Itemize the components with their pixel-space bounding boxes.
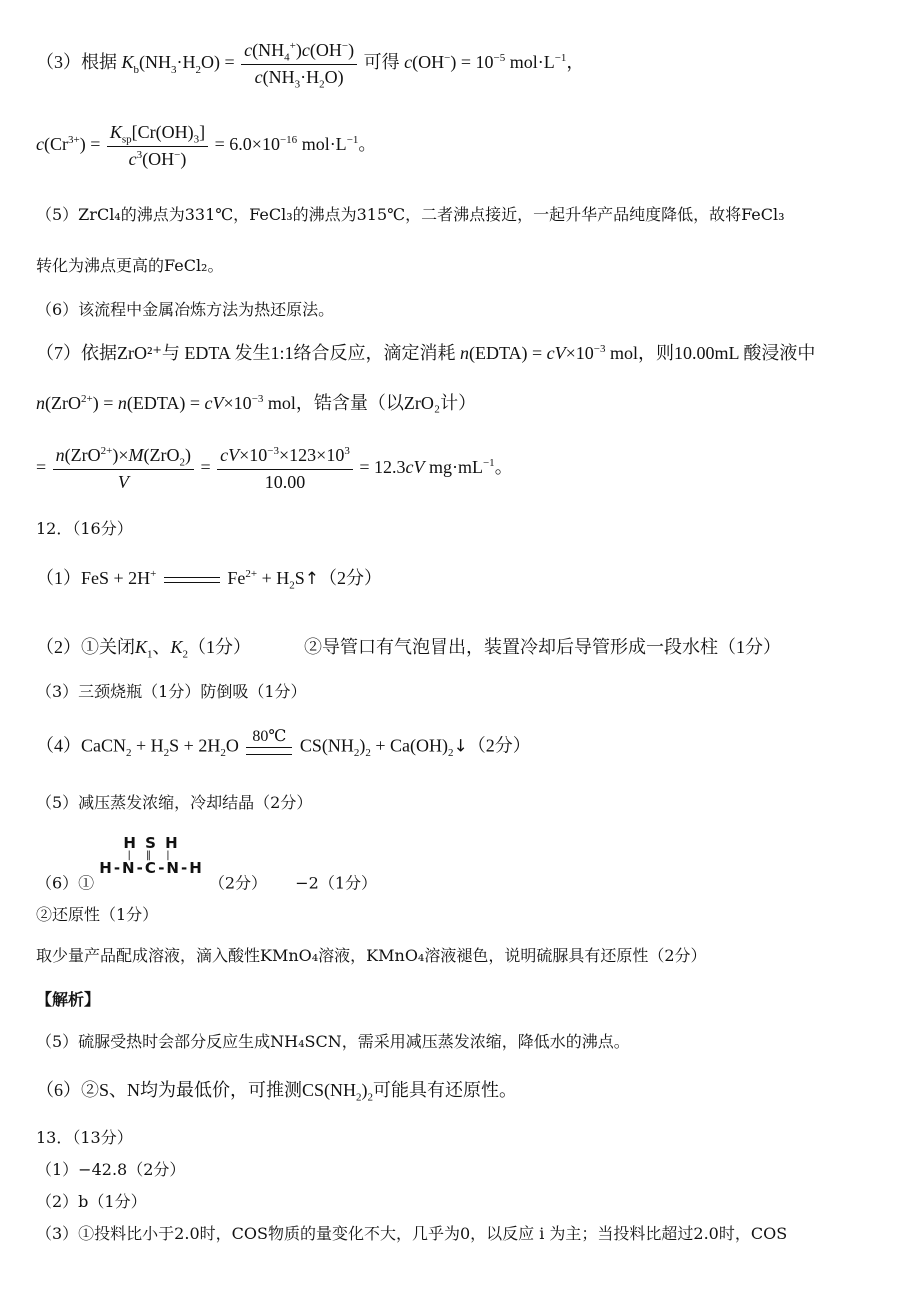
q13-p2: （2）b（1分）: [36, 1192, 147, 1211]
q11-p7-line2: n(ZrO$^{2+}$) = n(EDTA) = $cV\times 10^{-3}$ mol，锆含量（以ZrO₂计）: [36, 393, 477, 413]
q11-p3-mid: 可得: [363, 52, 400, 73]
q11-p7-end: 。: [494, 457, 513, 478]
structure-top-atoms: H S H: [123, 834, 180, 852]
q11-p7-line3: = $\frac{n(ZrO^{2+})\times M(ZrO_2)}{V}$ = $\frac{cV\times 10^{-3}\times 123\times 10^3}{10.00}$ = 12.3cV $mg\cdot mL^{-1}$。: [36, 445, 513, 492]
q11-p3-comma: ，: [566, 52, 585, 73]
kb-fraction: $\frac{c(NH_4^+)c(OH^-)}{c(NH_3\cdot H_2O)}$: [241, 40, 357, 88]
q12-p1-score: （2分）: [319, 568, 383, 588]
ksp-fraction: $\frac{K_{sp}[Cr(OH)_3]}{c^3(OH^-)}$: [107, 122, 208, 170]
q12-p4-score: （2分）: [467, 735, 531, 756]
q12-analysis-heading: 【解析】: [36, 990, 101, 1009]
q12-p6-label: （6）①: [36, 873, 95, 893]
structure-main-chain: H-N-C-N-H: [99, 859, 204, 877]
q12-p6-value: −2（1分）: [295, 873, 378, 893]
q12-p6-2: ②还原性（1分）: [36, 905, 159, 924]
zr-fraction: $\frac{n(ZrO^{2+})\times M(ZrO_2)}{V}$: [53, 445, 194, 493]
q12-header: 12．（16分）: [36, 519, 133, 538]
q11-p5-line1: （5）ZrCl₄的沸点为331℃，FeCl₃的沸点为315℃，二者沸点接近，一起升华产品纯度降低，故将FeCl₃: [36, 205, 785, 224]
q12-p6-score: （2分）: [208, 873, 268, 893]
thiourea-structure: [99, 836, 203, 876]
q12-experiment: 取少量产品配成溶液，滴入酸性KMnO₄溶液，KMnO₄溶液褪色，说明硫脲具有还原性（2分）: [36, 946, 707, 965]
q12-analysis-6-a: （6）②S、N均为最低价，可推测: [36, 1080, 303, 1100]
q12-analysis-6-b: 可能具有还原性。: [373, 1080, 518, 1100]
q12-analysis-5: （5）硫脲受热时会部分反应生成NH₄SCN，需采用减压蒸发浓缩，降低水的沸点。: [36, 1032, 630, 1051]
equals-arrow: [164, 573, 220, 587]
q11-p5-line2: 转化为沸点更高的FeCl₂。: [36, 256, 224, 275]
q12-p4-label: （4）: [36, 735, 81, 756]
q11-p7-tail: ，锆含量（以ZrO₂计）: [295, 393, 477, 413]
q12-p2-sep: 、: [152, 637, 171, 657]
q13-header: 13．（13分）: [36, 1128, 133, 1147]
structure-bonds: | ‖ |: [127, 850, 176, 861]
q11-p6: （6）该流程中金属冶炼方法为热还原法。: [36, 300, 335, 319]
q13-p1: （1）−42.8（2分）: [36, 1160, 186, 1179]
q11-p3-intro: （3）根据: [36, 52, 117, 73]
q12-p6: [36, 836, 377, 893]
q12-p2-score1: （1分）: [188, 637, 252, 657]
q11-p7-mid: ，则10.00mL 酸浸液中: [638, 343, 816, 363]
q11-p7-line1: （7）依据ZrO²⁺与 EDTA 发生1:1络合反应，滴定消耗 n(EDTA) = $cV\times 10^{-3}$ mol，则10.00mL 酸浸液中: [36, 343, 816, 363]
q13-p3: （3）①投料比小于2.0时，COS物质的量变化不大，几乎为0，以反应 i 为主；当投料比超过2.0时，COS: [36, 1224, 788, 1243]
q11-cr-line: $c(Cr^{3+})$ = $\frac{K_{sp}[Cr(OH)_3]}{c^3(OH^-)}$ = $6.0\times 10^{-16}$ $mol\cdot L^{-1}$。: [36, 122, 377, 169]
q12-p1: （1）FeS + 2H+ $Fe^{2+}$ + $H_2S↑(2$分）: [36, 568, 383, 592]
q12-analysis-6: （6）②S、N均为最低价，可推测$CS(NH_2)_2$可能具有还原性。: [36, 1080, 518, 1104]
q11-p7-intro: （7）依据ZrO²⁺与 EDTA 发生1:1络合反应，滴定消耗: [36, 343, 456, 363]
q12-p2-a: （2）①关闭: [36, 637, 135, 657]
q12-p5: （5）减压蒸发浓缩，冷却结晶（2分）: [36, 793, 313, 812]
q12-p4: （4）CaCN$_2$ + $H_2S + 2H_2O$ 80℃ $CS(NH_2)_2$ + $Ca(OH)_2↓(2$分）: [36, 728, 531, 760]
q11-cr-end: 。: [358, 134, 377, 155]
q11-p3-line: （3）根据 $K_b(NH_3\cdot H_2O)$ = $\frac{c(NH_4^+)c(OH^-)}{c(NH_3\cdot H_2O)}$ 可得 $c(OH^-) = 10^{-5}$ $mol\cdot L^{-1}$，: [36, 40, 585, 91]
q12-p2: （2）①关闭$K_1$、$K_2(1$分） ②导管口有气泡冒出，装置冷却后导管形成一段水柱（1分）: [36, 637, 782, 661]
q12-p3: （3）三颈烧瓶（1分）防倒吸（1分）: [36, 682, 307, 701]
reaction-condition: 80℃: [252, 728, 287, 745]
zr-numeric-fraction: $\frac{cV\times 10^{-3}\times 123\times 10^3}{10.00}$: [217, 445, 353, 493]
q12-p2-b: ②导管口有气泡冒出，装置冷却后导管形成一段水柱（1分）: [304, 637, 782, 657]
q12-p1-label: （1）: [36, 568, 81, 588]
condition-equals: [246, 728, 292, 755]
